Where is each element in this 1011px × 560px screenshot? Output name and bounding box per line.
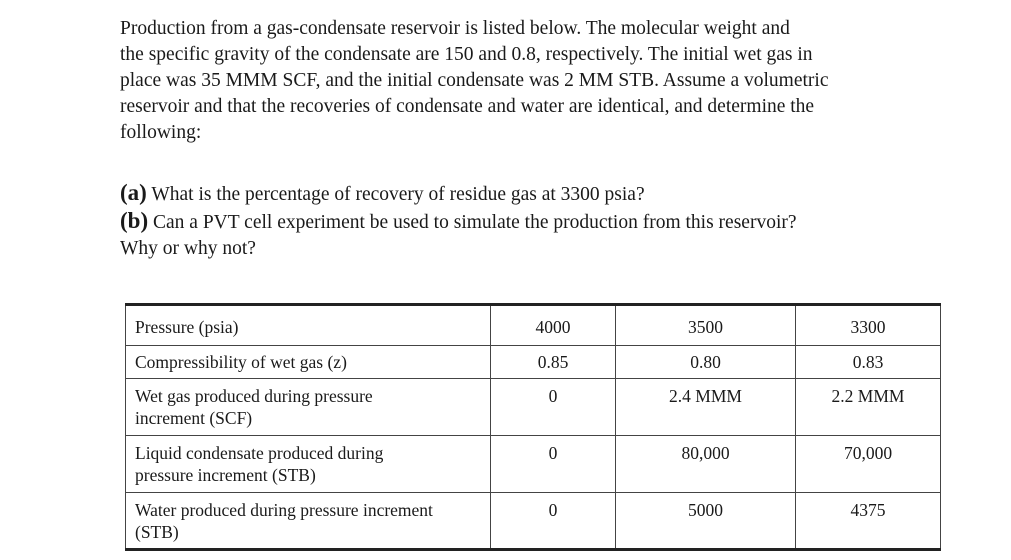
row-label bbox=[126, 436, 491, 493]
table-row bbox=[126, 346, 941, 379]
problem-statement-line: following: bbox=[120, 122, 202, 143]
row-label bbox=[126, 305, 491, 346]
table-row bbox=[126, 305, 941, 346]
row-label bbox=[126, 493, 491, 550]
question-b-continued: Why or why not? bbox=[120, 238, 256, 259]
table-cell: 0.85 bbox=[491, 346, 616, 379]
question-b bbox=[120, 208, 980, 236]
row-label-line: Pressure (psia) bbox=[135, 317, 239, 337]
table-cell: 80,000 bbox=[616, 436, 796, 493]
table-cell: 4375 bbox=[796, 493, 941, 550]
table-row bbox=[126, 379, 941, 436]
problem-statement-line: Production from a gas-condensate reservoir is listed below. The molecular weight and bbox=[120, 18, 790, 39]
row-label-line: Liquid condensate produced during bbox=[135, 443, 384, 463]
problem-statement-line: place was 35 MMM SCF, and the initial condensate was 2 MM STB. Assume a volumetric bbox=[120, 70, 829, 91]
table-cell: 70,000 bbox=[796, 436, 941, 493]
table-cell: 0 bbox=[491, 493, 616, 550]
table-cell: 0 bbox=[491, 379, 616, 436]
question-a-tag: (a) bbox=[120, 180, 147, 205]
row-label-line: Wet gas produced during pressure bbox=[135, 386, 373, 406]
table-cell: 3500 bbox=[616, 305, 796, 346]
row-label bbox=[126, 346, 491, 379]
table-row bbox=[126, 493, 941, 550]
table-cell: 0.83 bbox=[796, 346, 941, 379]
table-cell: 2.2 MMM bbox=[796, 379, 941, 436]
row-label-line: Compressibility of wet gas (z) bbox=[135, 352, 347, 372]
problem-statement-line: reservoir and that the recoveries of condensate and water are identical, and determine the bbox=[120, 96, 815, 117]
row-label bbox=[126, 379, 491, 436]
questions bbox=[120, 180, 980, 262]
table-cell: 4000 bbox=[491, 305, 616, 346]
question-a bbox=[120, 180, 980, 208]
question-a-text: What is the percentage of recovery of residue gas at 3300 psia? bbox=[151, 184, 645, 205]
table-cell: 3300 bbox=[796, 305, 941, 346]
table-cell: 0 bbox=[491, 436, 616, 493]
question-b-tag: (b) bbox=[120, 208, 149, 233]
table-cell: 2.4 MMM bbox=[616, 379, 796, 436]
row-label-line: Water produced during pressure increment bbox=[135, 500, 433, 520]
table-cell: 0.80 bbox=[616, 346, 796, 379]
problem-statement bbox=[120, 16, 980, 146]
table-row bbox=[126, 436, 941, 493]
question-b-text: Can a PVT cell experiment be used to simulate the production from this reservoir? bbox=[153, 212, 797, 233]
problem-statement-line: the specific gravity of the condensate are 150 and 0.8, respectively. The initial wet gas in bbox=[120, 44, 813, 65]
row-label-line: increment (SCF) bbox=[135, 408, 253, 428]
table-cell: 5000 bbox=[616, 493, 796, 550]
production-table bbox=[125, 303, 941, 551]
row-label-line: (STB) bbox=[135, 522, 179, 542]
row-label-line: pressure increment (STB) bbox=[135, 465, 316, 485]
